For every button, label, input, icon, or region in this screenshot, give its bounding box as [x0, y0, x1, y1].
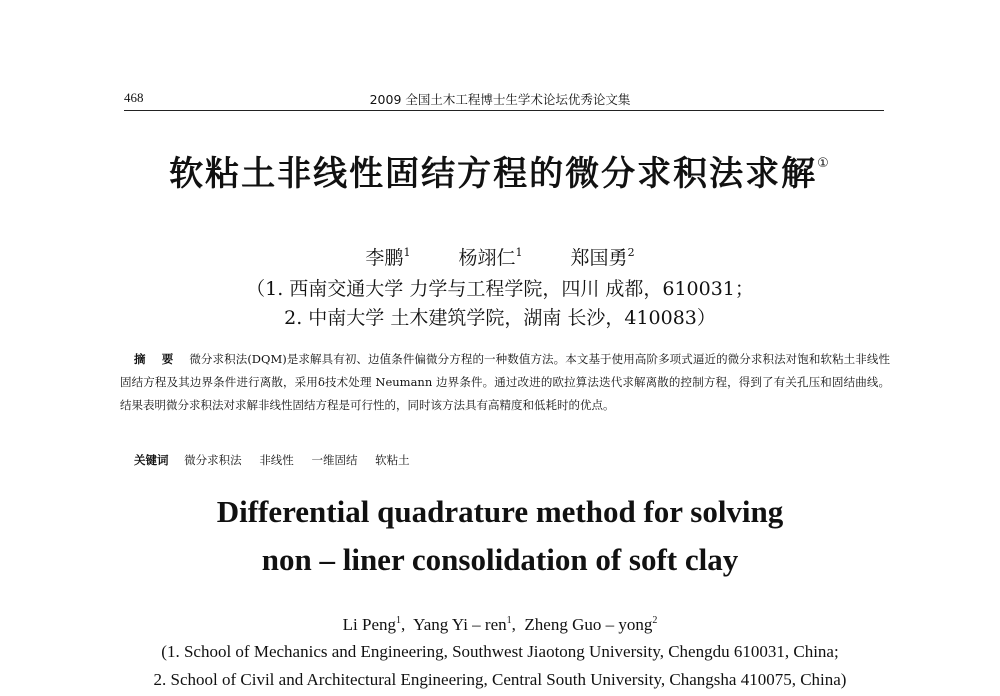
- affiliation-en-1: (1. School of Mechanics and Engineering, Southwest Jiaotong University, Chengdu 610031, China;: [161, 642, 839, 661]
- author-cn-sup: 1: [403, 246, 411, 259]
- abstract-text: 微分求积法(DQM)是求解具有初、边值条件偏微分方程的一种数值方法。本文基于使用高阶多项式逼近的微分求积法对饱和软粘土非线性固结方程及其边界条件进行离散，采用δ技术处理 Neumann 边界条件。通过改进的欧拉算法迭代求解离散的控制方程，得到了有关孔压和固结曲线。结果表明微分求积法对求解非线性固结方程是可行性的，同时该方法具有高精度和低耗时的优点。: [120, 352, 890, 412]
- author-cn: [458, 247, 522, 269]
- paper-title-cn: [0, 146, 1000, 195]
- affiliation-cn-1: （1. 西南交通大学 力学与工程学院，四川 成都，610031；: [246, 278, 754, 300]
- author-cn-sup: 2: [627, 246, 635, 259]
- authors-en: Li Peng$^1$, Yang Yi – ren$^1$, Zheng Guo – yong$^2$: [342, 615, 658, 634]
- title-footnote-mark: ①: [817, 156, 831, 171]
- author-en-name: Li Peng: [342, 615, 396, 634]
- author-cn-name: 杨翊仁: [458, 247, 516, 269]
- keyword: 软粘土: [375, 453, 410, 467]
- abstract-label: 摘 要: [134, 352, 180, 366]
- keyword: 非线性: [259, 453, 294, 467]
- author-cn: [571, 247, 635, 269]
- affiliation-en-2: 2. School of Civil and Architectural Engineering, Central South University, Changsha 410075, China): [153, 670, 847, 689]
- keyword: 微分求积法: [184, 453, 242, 467]
- author-cn-sup: 1: [515, 246, 523, 259]
- author-en-sup: 2: [652, 615, 658, 626]
- title-cn-text: 软粘土非线性固结方程的微分求积法求解: [169, 154, 818, 194]
- author-cn-name: 郑国勇: [570, 247, 628, 269]
- keyword: 一维固结: [311, 453, 358, 467]
- page-number: 468: [124, 90, 144, 105]
- paper-title-en-line1: Differential quadrature method for solving: [216, 494, 784, 529]
- author-en-name: Yang Yi – ren: [413, 615, 507, 634]
- running-header-title: 2009 全国土木工程博士生学术论坛优秀论文集: [369, 92, 631, 107]
- abstract-cn: [120, 348, 890, 417]
- keywords-label: 关键词: [134, 453, 169, 467]
- author-en-name: Zheng Guo – yong: [524, 615, 653, 634]
- authors-cn: [0, 243, 1000, 270]
- author-en-sup: 1: [396, 615, 401, 626]
- author-cn: [365, 247, 410, 269]
- header-rule: [124, 110, 884, 111]
- affiliation-cn-2: 2. 中南大学 土木建筑学院，湖南 长沙，410083）: [284, 307, 716, 329]
- paper-title-en-line2: non – liner consolidation of soft clay: [261, 542, 739, 577]
- keywords-cn: [134, 452, 424, 468]
- author-cn-name: 李鹏: [365, 247, 404, 269]
- author-en-sup: 1: [506, 615, 512, 626]
